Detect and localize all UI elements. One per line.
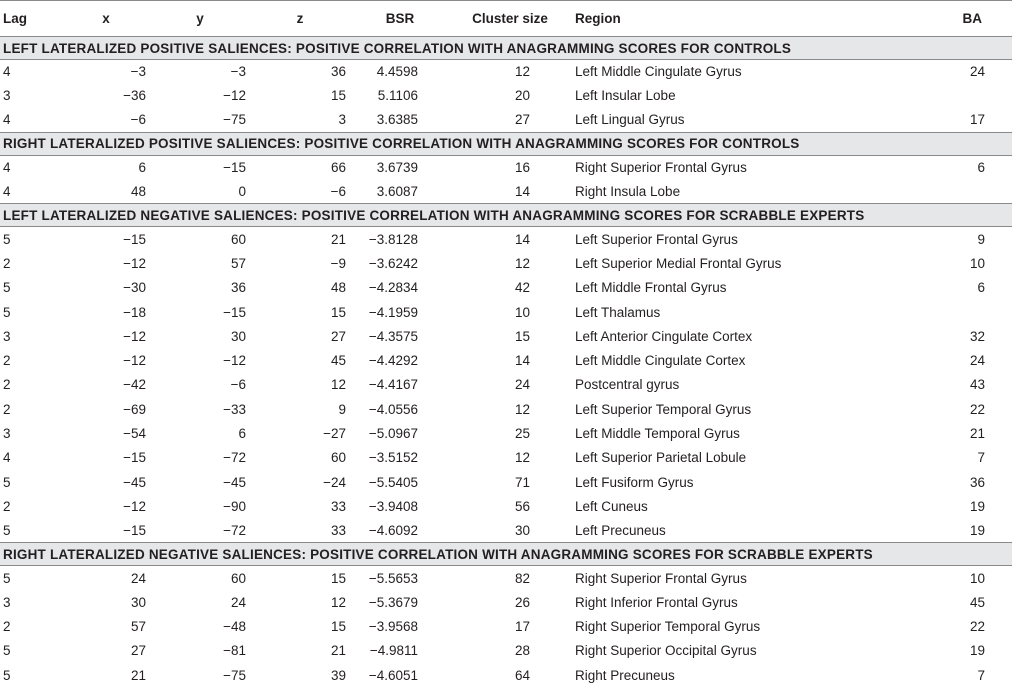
cell-ba: 36 [969,474,985,490]
cell-z: 15 [330,570,346,586]
cell-region: Left Fusiform Gyrus [575,474,694,490]
cell-bsr: 4.4598 [376,64,418,80]
cell-ba: 43 [969,377,985,393]
cell-ba: 22 [969,401,985,417]
cell-z: 15 [330,304,346,320]
cell-z: 45 [330,353,346,369]
cell-region: Left Anterior Cingulate Cortex [575,328,753,344]
cell-x: −54 [123,426,146,441]
cell-ba: 22 [969,619,985,635]
cell-cluster-size: 17 [514,619,530,635]
cell-region: Left Middle Cingulate Cortex [575,353,746,369]
cell-z: −24 [323,474,346,490]
cell-z: 48 [330,280,346,296]
cell-y: 24 [230,594,246,610]
table-row [0,84,1012,108]
table-row [0,614,1012,638]
cell-ba: 17 [969,112,985,128]
cell-region: Right Superior Frontal Gyrus [575,570,747,586]
cell-y: 30 [230,328,246,344]
header-cluster-size: Cluster size [450,1,570,37]
cell-cluster-size: 14 [514,184,530,200]
cell-bsr: −3.8128 [368,231,418,247]
cell-ba: 10 [969,570,985,586]
cell-x: −12 [123,498,146,514]
table-row [0,421,1012,445]
cell-region: Postcentral gyrus [575,377,680,393]
section-heading-row [0,204,1012,227]
cell-region: Right Insula Lobe [575,184,681,200]
cell-ba [867,300,1012,324]
cell-bsr: −5.5405 [368,474,418,490]
cell-y: −75 [223,667,246,683]
cell-y: −90 [223,498,246,514]
cell-cluster-size: 42 [514,280,530,296]
cell-x: −15 [123,450,146,466]
cell-region: Left Superior Parietal Lobule [575,450,747,466]
cell-z: 12 [330,594,346,610]
cell-z: 66 [330,160,346,176]
cell-ba: 7 [977,667,985,683]
cell-bsr: −4.3575 [368,328,418,344]
cell-lag: 2 [3,377,11,393]
cell-region: Left Precuneus [575,522,666,538]
cell-y: −45 [223,474,246,490]
cell-bsr: −4.0556 [368,401,418,417]
cell-z: 21 [330,231,346,247]
cell-cluster-size: 14 [514,353,530,369]
cell-region: Right Superior Temporal Gyrus [575,619,761,635]
cell-z: 33 [330,498,346,514]
cell-x: −36 [123,88,146,104]
table-row [0,494,1012,518]
cell-y: −33 [223,401,246,417]
cell-lag: 2 [3,498,11,514]
cell-ba [867,180,1012,204]
cell-bsr: −4.2834 [368,280,418,296]
cell-cluster-size: 28 [514,643,530,659]
cell-lag: 5 [3,474,11,490]
cell-x: 30 [130,594,146,610]
cell-region: Right Inferior Frontal Gyrus [575,594,738,610]
cell-lag: 5 [3,231,11,247]
section-heading-row [0,37,1012,60]
cell-y: 36 [230,280,246,296]
cell-ba: 9 [977,231,985,247]
cell-z: −6 [330,184,346,200]
cell-z: 60 [330,450,346,466]
cell-x: −69 [123,401,146,417]
cell-lag: 5 [3,643,11,659]
cell-x: 24 [130,570,146,586]
table-row [0,590,1012,614]
cell-lag: 5 [3,304,11,320]
table-row [0,397,1012,421]
cell-lag: 3 [3,594,11,610]
cell-z: 27 [330,328,346,344]
cell-y: −12 [223,88,246,104]
cell-region: Right Precuneus [575,667,675,683]
cell-x: −15 [123,522,146,538]
cell-lag: 2 [3,401,11,417]
cell-region: Left Insular Lobe [575,88,676,104]
table-row [0,324,1012,348]
cell-z: 15 [330,619,346,635]
table-row [0,348,1012,372]
header-region: Region [570,1,867,37]
cell-z: 21 [330,643,346,659]
cell-cluster-size: 27 [514,112,530,128]
table-body [0,37,1012,688]
cell-lag: 3 [3,88,11,104]
header-x: x [62,1,150,37]
section-title: RIGHT LATERALIZED POSITIVE SALIENCES: POSITIVE CORRELATION WITH ANAGRAMMING SCORES FOR CONTROLS [0,132,1012,155]
cell-cluster-size: 12 [514,64,530,80]
cell-y: −15 [223,304,246,320]
cell-z: 33 [330,522,346,538]
cell-cluster-size: 15 [514,328,530,344]
cell-z: 12 [330,377,346,393]
table-row [0,300,1012,324]
cell-lag: 5 [3,570,11,586]
cell-x: −42 [123,377,146,393]
cell-cluster-size: 30 [514,522,530,538]
cell-y: 6 [238,426,246,441]
cell-y: −72 [223,522,246,538]
cell-cluster-size: 14 [514,231,530,247]
cell-lag: 2 [3,353,11,369]
cell-cluster-size: 25 [514,426,530,441]
header-bsr: BSR [350,1,450,37]
cell-lag: 2 [3,619,11,635]
cell-lag: 4 [3,184,11,200]
cell-lag: 4 [3,450,11,466]
cell-z: 36 [330,64,346,80]
cell-bsr: −4.4292 [368,353,418,369]
cell-z: 39 [330,667,346,683]
table-row [0,60,1012,84]
cell-z: 15 [330,88,346,104]
cell-bsr: −5.5653 [368,570,418,586]
cell-bsr: −4.1959 [368,304,418,320]
cell-region: Left Superior Frontal Gyrus [575,231,738,247]
table-row [0,251,1012,275]
cell-cluster-size: 64 [514,667,530,683]
cell-bsr: −3.9568 [368,619,418,635]
table-row [0,639,1012,663]
cell-ba: 19 [969,522,985,538]
cell-ba: 21 [969,426,985,441]
section-heading-row [0,543,1012,566]
cell-z: 9 [338,401,346,417]
cell-ba: 24 [969,64,985,80]
table-row [0,566,1012,590]
cell-region: Left Superior Medial Frontal Gyrus [575,255,782,271]
cell-region: Left Cuneus [575,498,648,514]
cell-cluster-size: 10 [514,304,530,320]
cell-x: −15 [123,231,146,247]
cell-x: −12 [123,353,146,369]
header-ba: BA [867,1,1012,37]
cell-bsr: −3.5152 [368,450,418,466]
cell-ba: 45 [969,594,985,610]
cell-bsr: −3.6242 [368,255,418,271]
cell-lag: 3 [3,328,11,344]
cell-bsr: 5.1106 [377,88,418,104]
cell-z: −27 [323,426,346,441]
cell-cluster-size: 71 [514,474,530,490]
cell-lag: 3 [3,426,11,441]
cell-x: 6 [138,160,146,176]
cell-lag: 5 [3,667,11,683]
cell-region: Left Middle Temporal Gyrus [575,426,740,441]
cell-region: Left Thalamus [575,304,661,320]
cell-cluster-size: 20 [514,88,530,104]
cell-y: −72 [223,450,246,466]
cell-bsr: 3.6385 [376,112,418,128]
cell-x: −18 [123,304,146,320]
cell-lag: 4 [3,64,11,80]
cell-region: Left Middle Cingulate Gyrus [575,64,742,80]
cell-y: 60 [230,570,246,586]
cell-y: 60 [230,231,246,247]
cell-bsr: −3.9408 [368,498,418,514]
cell-bsr: 3.6087 [376,184,418,200]
cell-y: 0 [238,184,246,200]
header-lag: Lag [0,1,62,37]
header-z: z [250,1,350,37]
cell-bsr: −5.3679 [368,594,418,610]
cell-x: 21 [130,667,146,683]
cell-y: −15 [223,160,246,176]
cell-x: 27 [130,643,146,659]
cell-lag: 4 [3,112,11,128]
cell-x: −3 [130,64,146,80]
cell-region: Right Superior Occipital Gyrus [575,643,757,659]
cell-bsr: 3.6739 [376,160,418,176]
cell-bsr: −4.6051 [368,667,418,683]
cell-region: Right Superior Frontal Gyrus [575,160,747,176]
cell-cluster-size: 16 [514,160,530,176]
cell-bsr: −5.0967 [368,426,418,441]
cell-x: −45 [123,474,146,490]
table-row [0,155,1012,179]
cell-y: −81 [223,643,246,659]
cell-ba: 10 [969,255,985,271]
cell-region: Left Superior Temporal Gyrus [575,401,752,417]
table-header [0,1,1012,37]
cell-y: −3 [230,64,246,80]
cell-ba: 19 [969,643,985,659]
header-y: y [150,1,250,37]
cell-x: −12 [123,255,146,271]
cell-z: −9 [330,255,346,271]
cell-lag: 2 [3,255,11,271]
table-row [0,227,1012,251]
table-row [0,108,1012,132]
cell-cluster-size: 12 [514,255,530,271]
cell-y: 57 [230,255,246,271]
table-row [0,180,1012,204]
table-row [0,519,1012,543]
cell-cluster-size: 26 [514,594,530,610]
header-row [0,1,1012,37]
cell-lag: 4 [3,160,11,176]
cell-ba: 19 [969,498,985,514]
section-title: RIGHT LATERALIZED NEGATIVE SALIENCES: POSITIVE CORRELATION WITH ANAGRAMMING SCORES FOR SCRABBLE EXPERTS [0,543,1012,566]
cell-x: 48 [130,184,146,200]
cell-y: −6 [230,377,246,393]
section-heading-row [0,132,1012,155]
cell-ba: 7 [977,450,985,466]
cell-x: 57 [130,619,146,635]
cell-lag: 5 [3,280,11,296]
cell-cluster-size: 56 [514,498,530,514]
section-title: LEFT LATERALIZED NEGATIVE SALIENCES: POSITIVE CORRELATION WITH ANAGRAMMING SCORES FOR SCRABBLE EXPERTS [0,204,1012,227]
cell-x: −6 [130,112,146,128]
cell-cluster-size: 24 [514,377,530,393]
cell-z: 3 [338,112,346,128]
table-row [0,663,1012,687]
cell-y: −12 [223,353,246,369]
cell-bsr: −4.6092 [368,522,418,538]
cell-cluster-size: 12 [514,401,530,417]
table-row [0,446,1012,470]
cell-ba: 24 [969,353,985,369]
cell-x: −30 [123,280,146,296]
cell-y: −75 [223,112,246,128]
table-row [0,373,1012,397]
cell-ba: 6 [977,160,985,176]
cell-ba [867,84,1012,108]
cell-region: Left Middle Frontal Gyrus [575,280,727,296]
cell-cluster-size: 82 [514,570,530,586]
cell-lag: 5 [3,522,11,538]
cell-ba: 32 [969,328,985,344]
cell-bsr: −4.9811 [369,643,418,659]
cell-cluster-size: 12 [514,450,530,466]
cell-y: −48 [223,619,246,635]
cell-ba: 6 [977,280,985,296]
table-row [0,470,1012,494]
cell-x: −12 [123,328,146,344]
cell-bsr: −4.4167 [368,377,418,393]
section-title: LEFT LATERALIZED POSITIVE SALIENCES: POSITIVE CORRELATION WITH ANAGRAMMING SCORES FOR CONTROLS [0,37,1012,60]
cell-region: Left Lingual Gyrus [575,112,685,128]
table-row [0,276,1012,300]
